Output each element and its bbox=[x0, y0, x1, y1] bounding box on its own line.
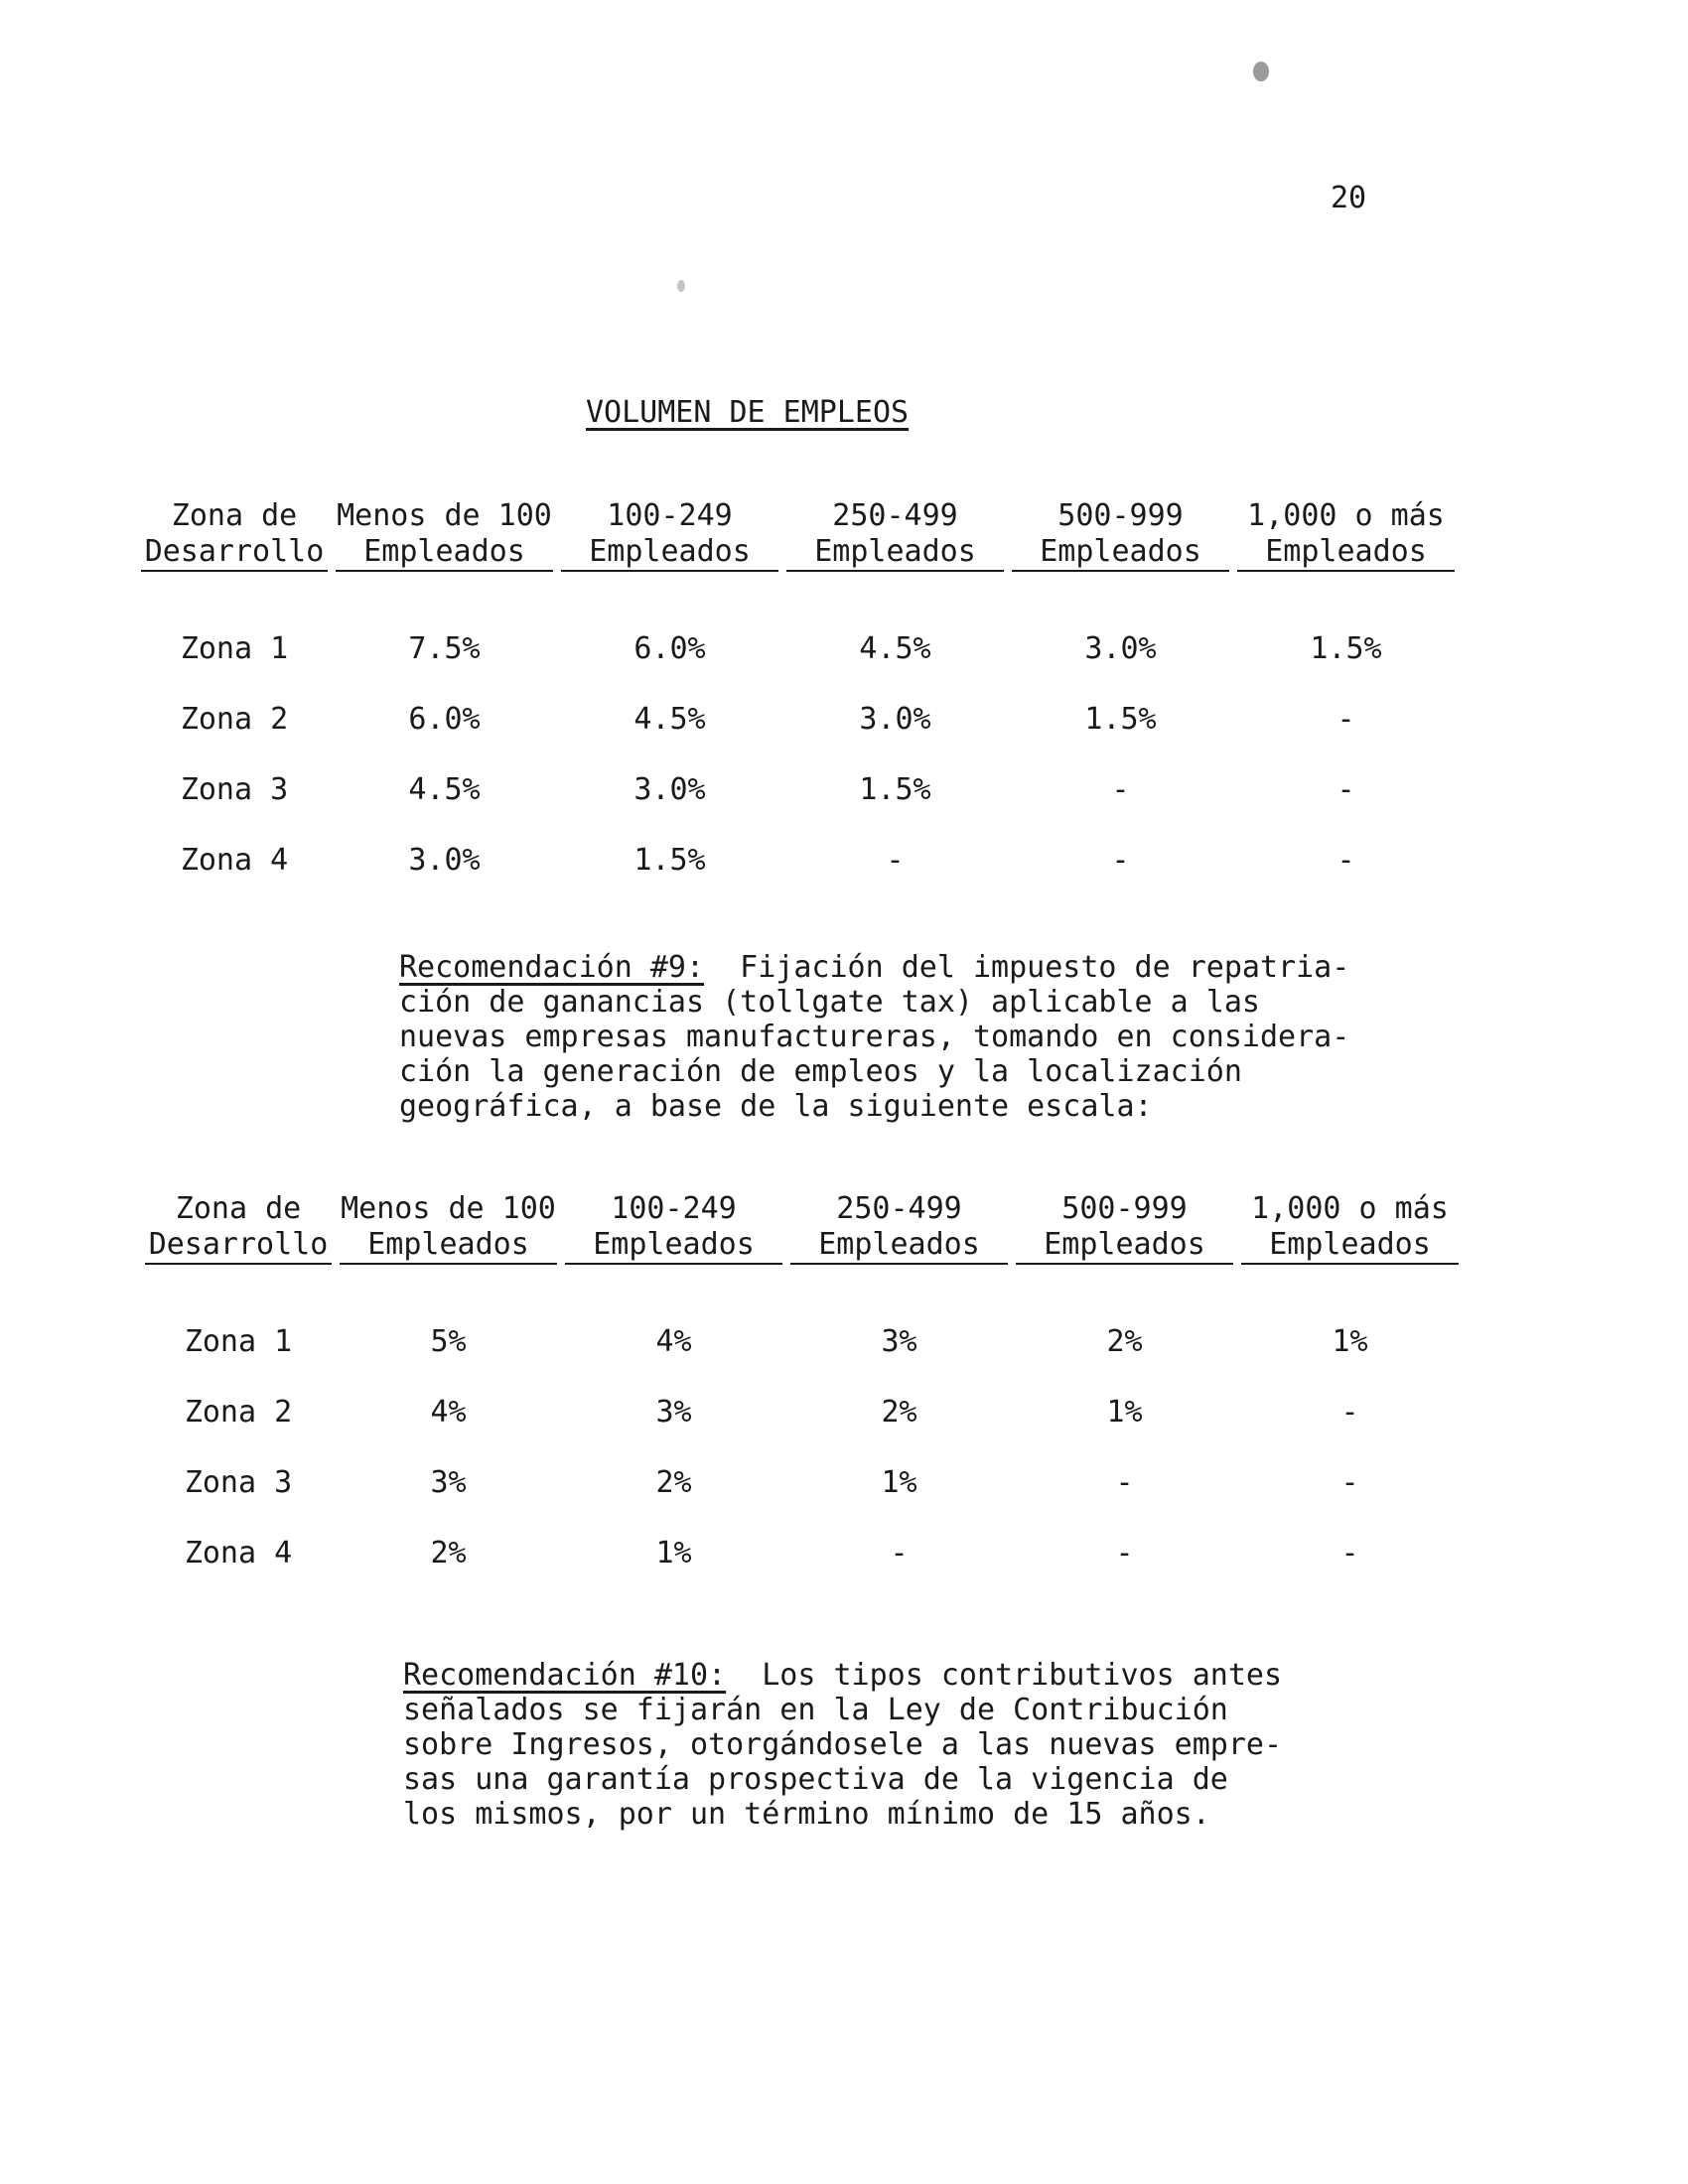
header-100-249: 100-249 Empleados bbox=[557, 498, 782, 572]
zone-cell: Zona 2 bbox=[184, 1394, 293, 1430]
rate-cell: 6.0% bbox=[408, 701, 481, 737]
recommendation-10-line: sobre Ingresos, otorgándosele a las nuevas empre- bbox=[403, 1727, 1283, 1762]
rate-cell: 2% bbox=[1106, 1323, 1143, 1359]
table-heading: VOLUMEN DE EMPLEOS bbox=[586, 395, 910, 430]
table-row bbox=[141, 1377, 1463, 1447]
rate-cell: 4% bbox=[655, 1323, 692, 1359]
rate-cell: 6.0% bbox=[633, 630, 706, 666]
recommendation-10-title: Recomendación #10: bbox=[403, 1658, 727, 1693]
rate-cell: 3.0% bbox=[633, 771, 706, 807]
rate-cell: - bbox=[1115, 1464, 1134, 1500]
rate-cell: 1% bbox=[655, 1535, 692, 1570]
header-zona: Zona de Desarrollo bbox=[137, 498, 332, 572]
page-number: 20 bbox=[1331, 181, 1367, 215]
table-header-row bbox=[141, 1191, 1463, 1265]
rate-cell: 3% bbox=[881, 1323, 917, 1359]
rate-cell: 1% bbox=[1106, 1394, 1143, 1430]
tollgate-tax-rates-table bbox=[141, 1191, 1463, 1588]
rate-cell: - bbox=[1336, 842, 1355, 878]
recommendation-9 bbox=[399, 950, 1349, 1124]
zone-cell: Zona 1 bbox=[180, 630, 289, 666]
header-menos-100: Menos de 100 Empleados bbox=[332, 498, 557, 572]
header-500-999: 500-999 Empleados bbox=[1008, 498, 1233, 572]
rate-cell: 2% bbox=[430, 1535, 467, 1570]
recommendation-9-line: ción de ganancias (tollgate tax) aplicable a las bbox=[399, 985, 1260, 1020]
zone-cell: Zona 3 bbox=[184, 1464, 293, 1500]
zone-cell: Zona 4 bbox=[180, 842, 289, 878]
rate-cell: 3.0% bbox=[859, 701, 931, 737]
rate-cell: - bbox=[886, 842, 905, 878]
table-row bbox=[137, 825, 1459, 895]
header-500-999: 500-999 Empleados bbox=[1012, 1191, 1237, 1265]
zone-cell: Zona 1 bbox=[184, 1323, 293, 1359]
rate-cell: - bbox=[1336, 701, 1355, 737]
rate-cell: 2% bbox=[655, 1464, 692, 1500]
rate-cell: - bbox=[1111, 842, 1130, 878]
recommendation-9-line: Fijación del impuesto de repatria- bbox=[704, 950, 1350, 985]
rate-cell: 4.5% bbox=[633, 701, 706, 737]
header-zona: Zona de Desarrollo bbox=[141, 1191, 336, 1265]
recommendation-10-line: los mismos, por un término mínimo de 15 años. bbox=[403, 1797, 1210, 1832]
rate-cell: 1% bbox=[1332, 1323, 1368, 1359]
scan-speck bbox=[677, 280, 685, 292]
header-menos-100: Menos de 100 Empleados bbox=[336, 1191, 561, 1265]
zone-cell: Zona 4 bbox=[184, 1535, 293, 1570]
header-250-499: 250-499 Empleados bbox=[782, 498, 1008, 572]
table-row bbox=[141, 1447, 1463, 1518]
rate-cell: 4.5% bbox=[408, 771, 481, 807]
recommendation-10-line: sas una garantía prospectiva de la vigencia de bbox=[403, 1762, 1228, 1797]
rate-cell: 3% bbox=[655, 1394, 692, 1430]
rate-cell: 5% bbox=[430, 1323, 467, 1359]
rate-cell: 1.5% bbox=[1084, 701, 1157, 737]
recommendation-9-line: geográfica, a base de la siguiente escala: bbox=[399, 1089, 1153, 1124]
table-row bbox=[137, 614, 1459, 684]
rate-cell: 1.5% bbox=[1310, 630, 1382, 666]
header-1000-plus: 1,000 o más Empleados bbox=[1237, 1191, 1463, 1265]
recommendation-9-line: ción la generación de empleos y la localización bbox=[399, 1054, 1242, 1089]
recommendation-10 bbox=[403, 1658, 1282, 1832]
recommendation-9-line: nuevas empresas manufactureras, tomando en considera- bbox=[399, 1020, 1350, 1054]
rate-cell: 1.5% bbox=[633, 842, 706, 878]
rate-cell: 4.5% bbox=[859, 630, 931, 666]
table-row bbox=[141, 1518, 1463, 1588]
recommendation-10-line: señalados se fijarán en la Ley de Contribución bbox=[403, 1693, 1228, 1727]
table-row bbox=[137, 684, 1459, 754]
rate-cell: - bbox=[1111, 771, 1130, 807]
table-row bbox=[141, 1306, 1463, 1377]
rate-cell: 3% bbox=[430, 1464, 467, 1500]
recommendation-9-title: Recomendación #9: bbox=[399, 950, 705, 985]
rate-cell: 1.5% bbox=[859, 771, 931, 807]
header-100-249: 100-249 Empleados bbox=[561, 1191, 786, 1265]
rate-cell: 4% bbox=[430, 1394, 467, 1430]
rate-cell: 3.0% bbox=[1084, 630, 1157, 666]
rate-cell: - bbox=[1115, 1535, 1134, 1570]
rate-cell: - bbox=[1340, 1394, 1359, 1430]
table-row bbox=[137, 754, 1459, 825]
scan-speck bbox=[1253, 62, 1269, 81]
rate-cell: 7.5% bbox=[408, 630, 481, 666]
employment-rates-table-1 bbox=[137, 498, 1459, 895]
rate-cell: 2% bbox=[881, 1394, 917, 1430]
rate-cell: 1% bbox=[881, 1464, 917, 1500]
table-header-row bbox=[137, 498, 1459, 572]
recommendation-10-line: Los tipos contributivos antes bbox=[726, 1658, 1283, 1693]
rate-cell: - bbox=[1340, 1535, 1359, 1570]
rate-cell: - bbox=[1336, 771, 1355, 807]
rate-cell: - bbox=[1340, 1464, 1359, 1500]
zone-cell: Zona 2 bbox=[180, 701, 289, 737]
rate-cell: 3.0% bbox=[408, 842, 481, 878]
zone-cell: Zona 3 bbox=[180, 771, 289, 807]
header-1000-plus: 1,000 o más Empleados bbox=[1233, 498, 1459, 572]
rate-cell: - bbox=[890, 1535, 909, 1570]
header-250-499: 250-499 Empleados bbox=[786, 1191, 1012, 1265]
